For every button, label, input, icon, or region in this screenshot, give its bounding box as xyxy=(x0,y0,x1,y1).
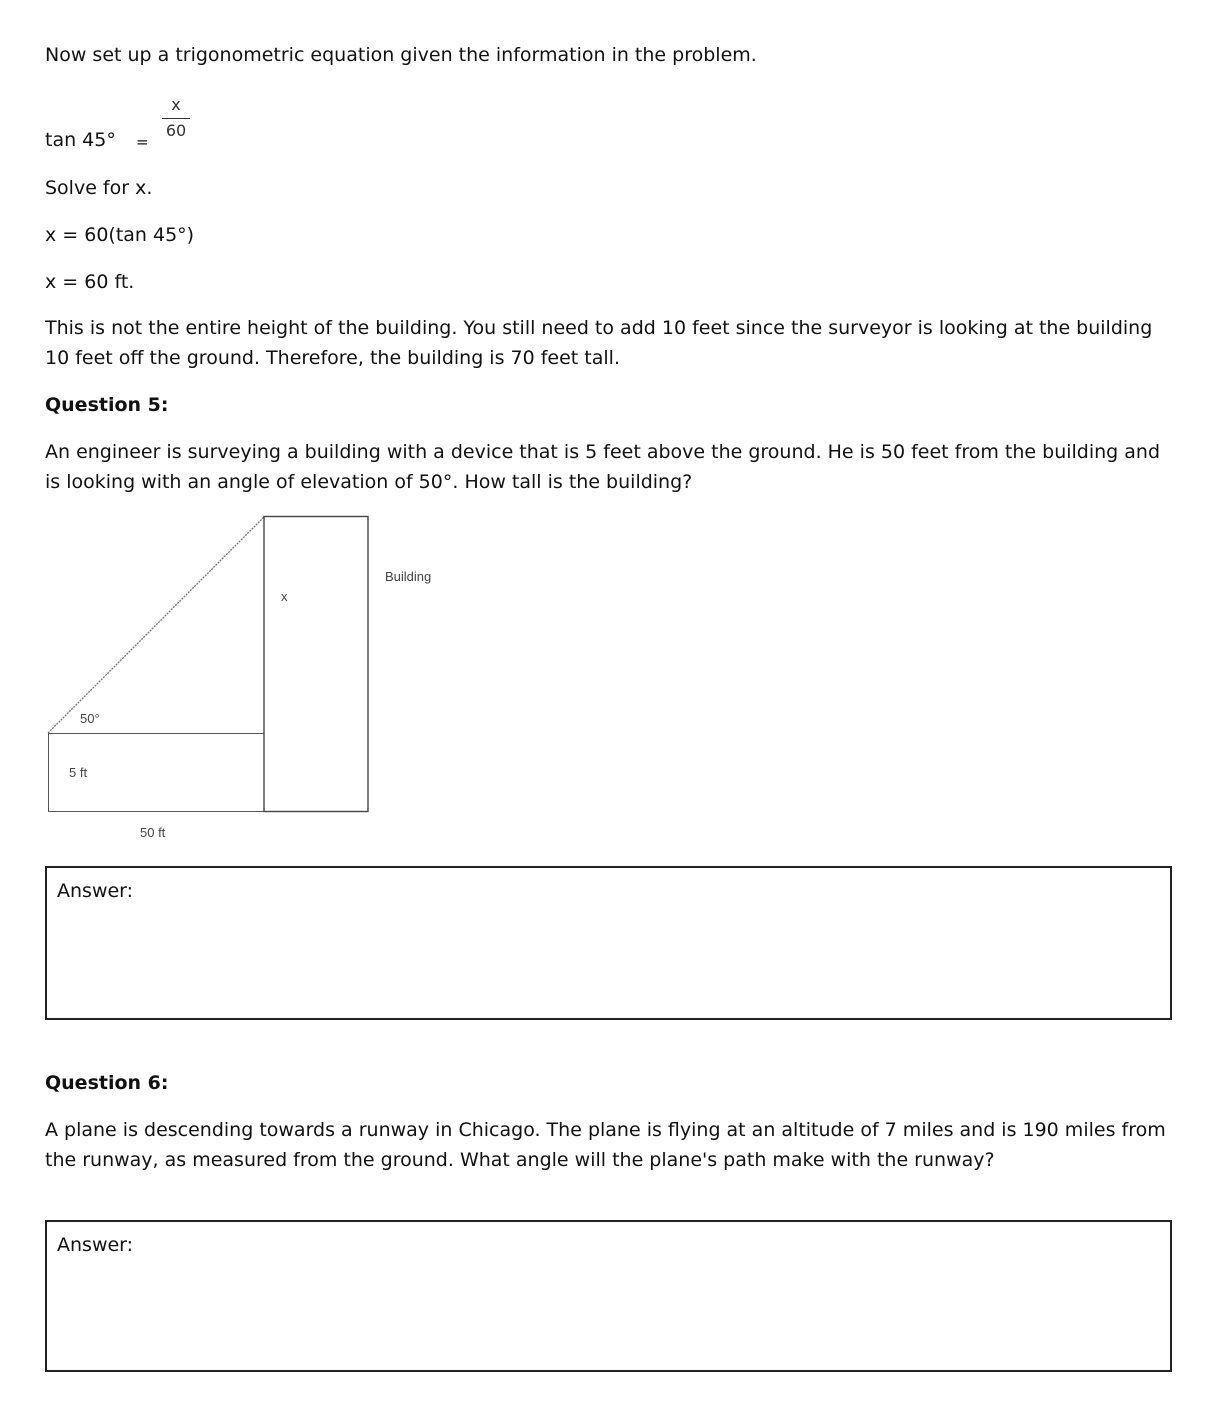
unknown-x-label: x xyxy=(281,589,288,604)
step-1: x = 60(tan 45°) xyxy=(45,224,195,246)
building-rect xyxy=(264,517,368,812)
answer-label: Answer: xyxy=(57,880,134,902)
building-diagram xyxy=(0,0,460,850)
question-6-answer-box[interactable] xyxy=(45,1220,1172,1372)
equation-equals: = xyxy=(136,133,149,151)
angle-label: 50° xyxy=(80,711,100,726)
explanation-text: This is not the entire height of the building. You still need to add 10 feet since the surveyor is looking at the building 10 feet off the ground. Therefore, the building is 70 feet tall. xyxy=(45,317,1153,369)
intro-text: Now set up a trigonometric equation given the information in the problem. xyxy=(45,44,757,66)
line-of-sight xyxy=(48,517,264,733)
building-label: Building xyxy=(385,569,432,584)
step-2: x = 60 ft. xyxy=(45,271,135,293)
question-6-text: A plane is descending towards a runway in Chicago. The plane is flying at an altitude of 7 miles and is 190 miles from the runway, as measured from the ground. What angle will the plane's path make with the runway? xyxy=(45,1119,1166,1171)
question-6-heading: Question 6: xyxy=(45,1072,169,1094)
question-5-heading: Question 5: xyxy=(45,394,169,416)
fraction-denominator: 60 xyxy=(165,121,187,140)
question-5-text: An engineer is surveying a building with a device that is 5 feet above the ground. He is 50 feet from the building and is looking with an angle of elevation of 50°. How tall is the building? xyxy=(45,441,1161,493)
answer-label: Answer: xyxy=(57,1234,134,1256)
equation-lhs: tan 45° xyxy=(45,129,116,151)
question-5-answer-box[interactable] xyxy=(45,866,1172,1020)
height-label: 5 ft xyxy=(69,765,88,780)
distance-label: 50 ft xyxy=(140,825,166,840)
fraction-numerator: x xyxy=(171,95,181,114)
solve-label: Solve for x. xyxy=(45,177,153,199)
